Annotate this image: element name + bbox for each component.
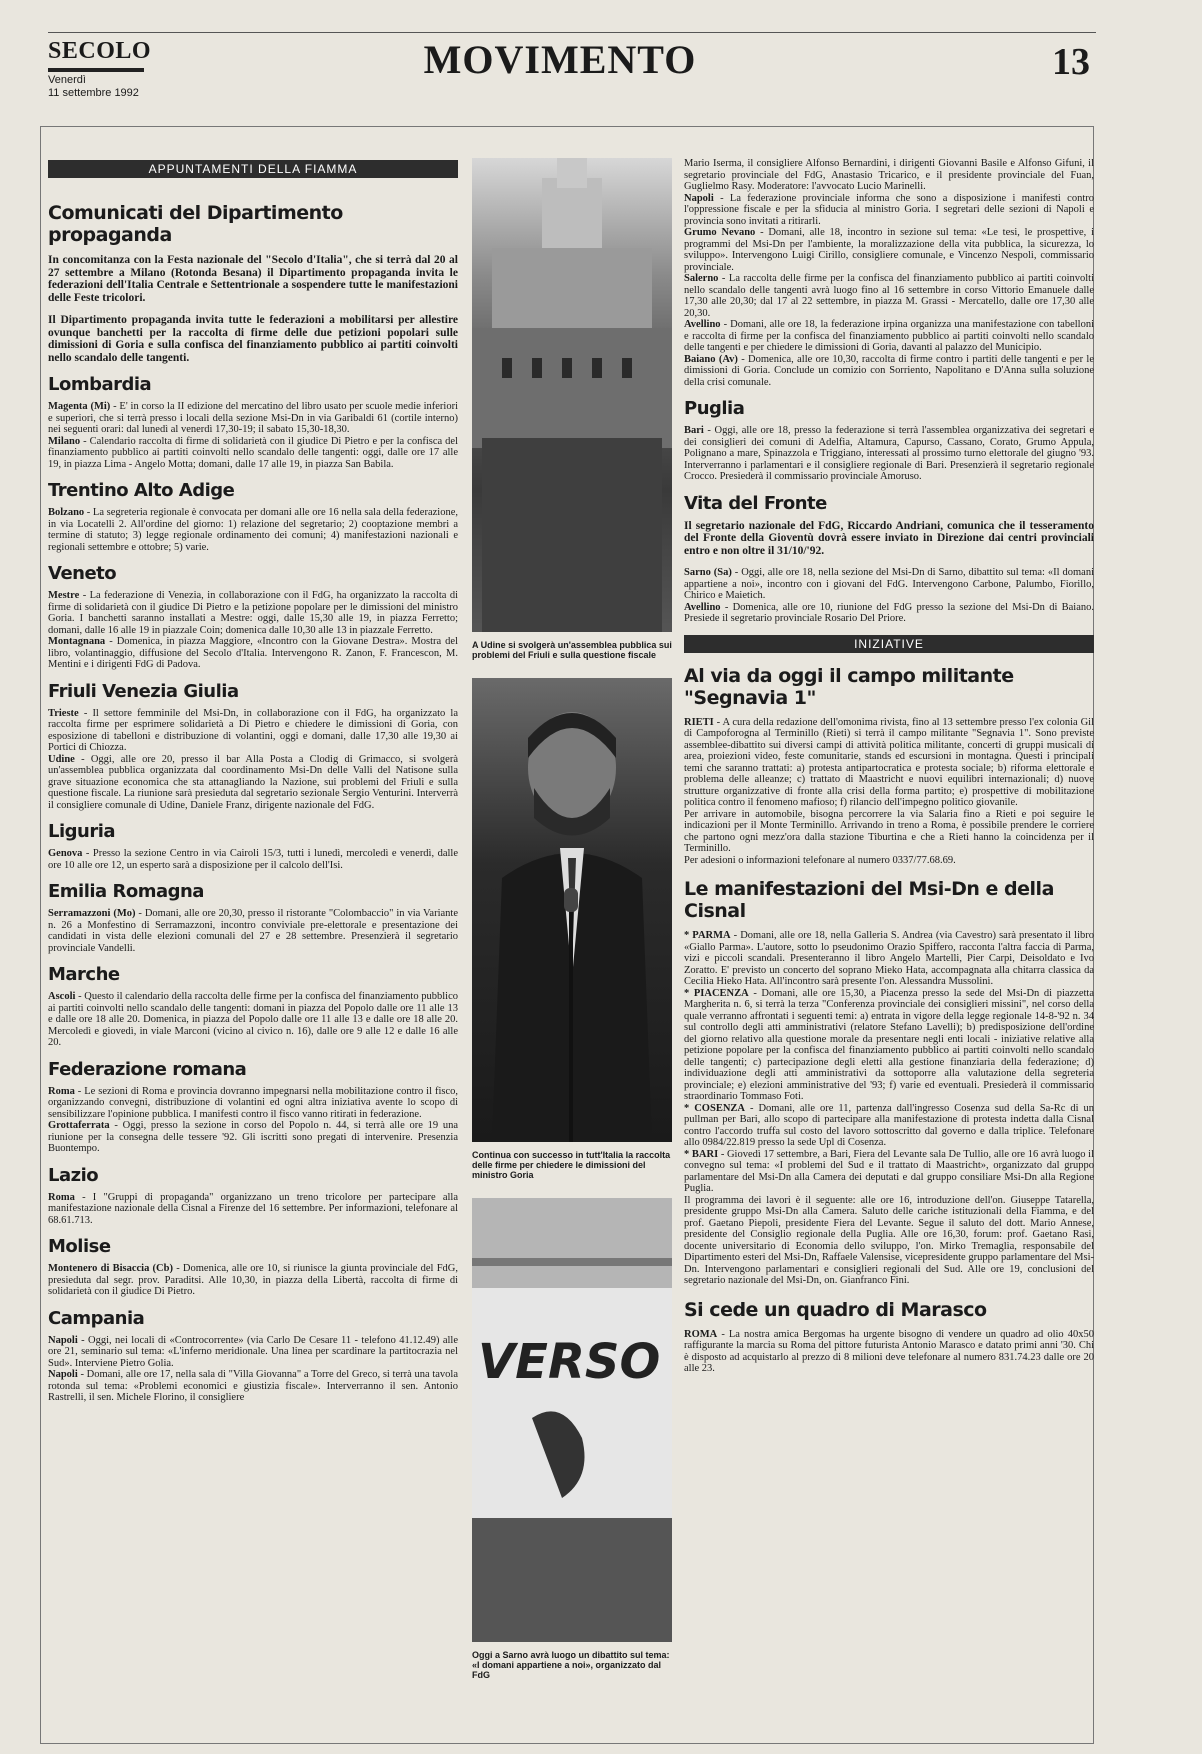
notice: Grumo Nevano - Domani, alle 18, incontro in sezione sul tema: «Le tesi, le prospettive, i programmi del Msi-Dn per l'ambiente, la moralizzazione della vita pubblica, la sicurezza, lo sviluppo». Intervengono Luigi Cirillo, consigliere comunale, e Vincenzo Nespoli, commissario provinciale. [684, 227, 1094, 273]
section-bar-iniziative: INIZIATIVE [684, 635, 1094, 653]
article-title: Le manifestazioni del Msi-Dn e della Cisnal [684, 878, 1054, 922]
notice: Ascoli - Questo il calendario della raccolta delle firme per la confisca del finanziamento pubblico ai partiti coinvolti nello scandalo delle tangenti: domani in piazza del Popolo dalle ore 11 alle 13 e dalle ore 18 alle 20. Domenica, in piazza del Popolo dalle ore 11 alle 13 e dalle ore 18 alle 20. Mercoledì e giovedì, in viale Marconi (vicino al civico n. 16), dalle ore 9 alle 12 e dalle 16 alle 20. [48, 991, 458, 1048]
region-heading: Campania [48, 1307, 145, 1329]
column-left [48, 158, 458, 1738]
region-heading: Marche [48, 964, 120, 985]
notice: Avellino - Domenica, alle ore 10, riunione del FdG presso la sezione del Msi-Dn di Baiano. Presiede il segretario provinciale Rosario Del Priore. [684, 601, 1094, 624]
header-rule [48, 32, 1096, 33]
notice: Roma - Le sezioni di Roma e provincia dovranno impegnarsi nella mobilitazione contro il fisco, organizzando convegni, distribuzione di volantini ed ogni altra iniziativa avente lo scopo di sensibilizzare l'opinione pubblica. I manifesti contro il fisco vanno ritirati in federazione. [48, 1085, 458, 1120]
issue-date [48, 74, 139, 100]
notice: Grottaferrata - Oggi, presso la sezione in corso del Popolo n. 44, si terrà alle ore 19 una riunione per la consegna delle tessere '92. Gli iscritti sono pregati di intervenire. Presenzia Buontempo. [48, 1120, 458, 1154]
notice: Magenta (Mi) - E' in corso la II edizione del mercatino del libro usato per scuole medie inferiori e superiori, che si terrà presso i locali della sezione Msi-Dn in via Garibaldi 61 (cortile interno) nei seguenti orari: dal lunedì al venerdì 17,30-19; il sabato 15,30-18,30. [48, 401, 458, 435]
notice: Udine - Oggi, alle ore 20, presso il bar Alla Posta a Clodig di Grimacco, si svolgerà un'assemblea pubblica organizzata dal coordinamento Msi-Dn delle Valli del Natisone sulla grave situazione economica che sta attanagliando la Nazione, sui problemi del Friuli e sulla questione fiscale. La riunione sarà presieduta dal segretario sezionale Sergio Venturini. Interverrà il consigliere comunale di Udine, Daniele Franz, dirigente nazionale del FdG. [48, 753, 458, 811]
region-heading: Molise [48, 1236, 111, 1257]
region-heading: Federazione romana [48, 1058, 247, 1080]
notice: Napoli - Oggi, nei locali di «Controcorrente» (via Carlo De Cesare 11 - telefono 41.12.49) alle ore 21, seminario sul tema: «L'inferno meridionale. Una linea per scardinare la partitocrazia nel Sud». Interviene Pietro Golia. [48, 1334, 458, 1369]
notice: * COSENZA - Domani, alle ore 11, partenza dall'ingresso Cosenza sud della Sa-Rc di un pullman per Bari, allo scopo di partecipare alla manifestazione di protesta indetta dalla Cisnal contro l'accordo truffa sul costo del lavoro sottoscritto dal governo e dalla triplice. Telefonare allo 0984/22.819 presso la sede Upl di Cosenza. [684, 1102, 1094, 1148]
photo-caption: Oggi a Sarno avrà luogo un dibattito sul tema: «I domani appartiene a noi», organizzato dal FdG [472, 1650, 670, 1680]
notice: Mestre - La federazione di Venezia, in collaborazione con il FdG, ha organizzato la raccolta di firme di solidarietà con il giudice Di Pietro e la petizione popolare per le dimissioni del ministro Goria. I banchetti saranno installati a Mestre: oggi, dalle 15,30 alle 19, in piazza Ferretto; domani, dalle 16 alle 19 in piazzale Coin; domenica dalle 10,30 alle 13 in piazzale Ferretto. [48, 590, 458, 636]
article-title: Comunicati del Dipartimento propaganda [48, 202, 343, 246]
notice: Il programma dei lavori è il seguente: alle ore 16, introduzione dell'on. Giuseppe Tatarella, presidente gruppo Msi-Dn alla Camera. Saluto delle cariche istituzionali della Fiamma, e del prof. Gaetano Piepoli, presidente Fiera del Levante. Segue il saluto del dott. Mario Annese, presidente del Consiglio regionale della Puglia. Alle ore 16,30, forum: prof. Gaetano Rasi, docente universitario di Economia dello sviluppo, l'on. Mirko Tremaglia, responsabile del Dipartimento esteri del Msi-Dn, Raffaele Valensise, vicepresidente gruppo parlamentare del Msi-Dn. Intervengono parlamentari e consiglieri regionali del Sud. Alle ore 19, conclusioni del segretario nazionale del Msi-Dn, on. Gianfranco Fini. [684, 1194, 1094, 1286]
notice: Montagnana - Domenica, in piazza Maggiore, «Incontro con la Giovane Destra». Mostra del libro, volantinaggio, diffusione del Secolo d'Italia. Intervengono R. Zanon, F. Francescon, M. Mentini e i dirigenti FdG di Padova. [48, 636, 458, 670]
notice: Bolzano - La segreteria regionale è convocata per domani alle ore 16 nella sala della federazione, in via Locatelli 2. All'ordine del giorno: 1) relazione del segretario; 2) cooptazione membri a termine di statuto; 3) legge regionale ordinamento dei comuni; 4) manifestazioni nazionali e regionali settembre e ottobre; 5) varie. [48, 507, 458, 553]
region-heading: Liguria [48, 821, 116, 842]
city-view-illustration [472, 158, 672, 632]
notice: * PARMA - Domani, alle ore 18, nella Galleria S. Andrea (via Cavestro) sarà presentato il libro «Giallo Parma». L'autore, sotto lo pseudonimo Orazio Spiffero, racconta l'altra faccia di Parma, vizi e piccoli scandali. Presenteranno il libro Angelo Martelli, Pier Carpi, Deisoldato e Ivo Zoratto. E' previsto un concerto del soprano Mieko Hata, accompagnata alla chitarra classica da Cecilia Hieko Hata. All'incontro sarà presente l'on. Alessandra Mussolini. [684, 930, 1094, 987]
article-paragraph: RIETI - A cura della redazione dell'omonima rivista, fino al 13 settembre presso l'ex colonia Gil di Campoforogna al Terminillo (Rieti) si terrà il campo militante "Segnavia 1". Sono previste assemblee-dibattito sui diversi campi di attività politica militante, concerti di gruppi musicali di area, proiezioni video, feste comunitarie, stands ed escursioni in montagna. Questi i principali temi che saranno trattati: a) protesta antipartocratica e protesta sociale; b) riforma elettorale e problema delle alleanze; c) trattato di Maastricht e nuovi equilibri internazionali; d) nuove strutture organizzative di fronte alla crisi della forma partito; e) prospettive di mobilitazione politica contro il fenomeno mafioso; f) rilancio dell'impegno politico giovanile. [684, 716, 1094, 808]
region-heading: Lazio [48, 1164, 99, 1186]
notice: Baiano (Av) - Domenica, alle ore 10,30, raccolta di firme contro i partiti delle tangenti e per le dimissioni di Goria. Conclude un comizio con Sorriento, Napolitano e D'Anna sulla soluzione della crisi comunale. [684, 353, 1094, 388]
article-paragraph: Per adesioni o informazioni telefonare al numero 0337/77.68.69. [684, 854, 956, 866]
masthead-logo: SECOLO [48, 38, 152, 64]
lead-paragraph: In concomitanza con la Festa nazionale del "Secolo d'Italia", che si terrà dal 20 al 27 settembre a Milano (Rotonda Besana) il Dipartimento propaganda invita le federazioni dell'Italia Centrale e Settentrionale a sospendere tutte le manifestazioni delle Feste tricolori. [48, 254, 458, 304]
notice: Bari - Oggi, alle ore 18, presso la federazione si terrà l'assemblea organizzativa dei segretari e dei consiglieri dei comuni di Adelfia, Altamura, Capurso, Cassano, Corato, Grumo Appula, Polignano a mare, Spinazzola e Triggiano, interessati al prossimo turno elettorale del giugno '93. Interverranno i parlamentari e il consigliere regionale di Bari. Presenzierà il segretario regionale Crocco. Presiederà il commissario provinciale Amoruso. [684, 425, 1094, 482]
column-right [684, 158, 1094, 1738]
notice: Milano - Calendario raccolta di firme di solidarietà con il giudice Di Pietro e per la confisca del finanziamento pubblico ai partiti coinvolti nello scandalo delle tangenti: oggi, dalle ore 17 alle 19, in piazza Lima - Angelo Motta; domani, dalle 17 alle 19, in piazza San Babila. [48, 435, 458, 470]
notice: Napoli - La federazione provinciale informa che sono a disposizione i manifesti contro l'oppressione fiscale e per la sfiducia al ministro Goria. I segretari delle sezioni di Napoli e provincia sono invitati a ritirarli. [684, 192, 1094, 227]
section-title: MOVIMENTO [423, 37, 697, 82]
article-paragraph: Per arrivare in automobile, bisogna percorrere la via Salaria fino a Rieti e poi seguire le indicazioni per il Monte Terminillo. Arrivando in treno a Roma, è possibile prendere le corriere che partono ogni mezz'ora dalla stazione Tiburtina e che a Rieti hanno la coincidenza per il Terminillo. [684, 808, 1094, 854]
notice: Salerno - La raccolta delle firme per la confisca del finanziamento pubblico ai partiti coinvolti nello scandalo delle tangenti avrà luogo fino al 16 settembre in corso Vittorio Emanuele dalle 17,30 alle 20,30; dal 17 al 22 settembre, in piazza M. Grassi - Mercatello, dalle ore 17,30 alle 20,30. [684, 273, 1094, 319]
photo-city-view [472, 158, 672, 632]
photo-caption: Continua con successo in tutt'Italia la raccolta delle firme per chiedere le dimissioni del ministro Goria [472, 1150, 671, 1180]
page-number: 13 [1052, 41, 1090, 83]
notice: * BARI - Giovedì 17 settembre, a Bari, Fiera del Levante sala De Tullio, alle ore 16 avrà luogo il convegno sul tema: «I problemi del Sud e il trattato di Maastricht», organizzato dal gruppo parlamentare del Msi-Dn alla Camera dei deputati e dal gruppo consiliare Msi-Dn alla Regione Puglia. [684, 1148, 1094, 1194]
banner-text: VERSO [478, 1334, 661, 1390]
column-photos [472, 158, 674, 1738]
notice: Montenero di Bisaccia (Cb) - Domenica, alle ore 10, si riunisce la giunta provinciale del FdG, presieduta dal segr. prov. Paraditsi. Alle 10,30, in piazza della Libertà, raccolta di firme di solidarietà con il giudice Di Pietro. [48, 1263, 458, 1297]
article-title: Al via da oggi il campo militante "Segnavia 1" [684, 664, 1014, 709]
lead-paragraph: Il segretario nazionale del FdG, Riccardo Andriani, comunica che il tesseramento del Fronte della Gioventù dovrà essere inviato in Direzione dai centri provinciali entro e non oltre il 31/10/'92. [684, 519, 1094, 557]
notice: * PIACENZA - Domani, alle ore 15,30, a Piacenza presso la sede del Msi-Dn di piazzetta Margherita n. 6, si terrà la terza "Conferenza provinciale dei consiglieri missini", nel corso della quale verranno affrontati i seguenti temi: a) entrata in vigore della legge regionale 14-8-'92 n. 34 sul controllo degli atti amministrativi (relatore Stefano Lavelli); b) predisposizione dell'ordine del giorno relativo alla questione morale da presentare negli enti locali - iniziative relative alla petizione popolare per la confisca del finanziamento pubblico ai partiti coinvolti nello scandalo delle tangenti; c) partecipazione degli eletti alla gestione finanziaria della federazione; d) individuazione degli atti amministrativi da sottoporre alla valutazione della segreteria provinciale; e) elezioni amministrative del '93; f) varie ed eventuali. Presiederà il commissario straordinario Tommaso Foti. [684, 987, 1094, 1102]
issue-full-date: 11 settembre 1992 [48, 87, 139, 99]
logo-underline [48, 68, 144, 72]
region-heading: Emilia Romagna [48, 881, 204, 902]
region-heading: Veneto [48, 563, 117, 584]
section-heading: Vita del Fronte [684, 492, 827, 514]
region-heading: Puglia [684, 398, 745, 419]
photo-rally-banner [472, 1198, 672, 1642]
region-heading: Friuli Venezia Giulia [48, 680, 239, 702]
notice: Genova - Presso la sezione Centro in via Cairoli 15/3, tutti i lunedì, mercoledì e venerdì, dalle ore 10 alle ore 12, un esperto sarà a disposizione per il calcolo dell'Isi. [48, 848, 458, 871]
photo-caption: A Udine si svolgerà un'assemblea pubblica sui problemi del Friuli e sulla questione fiscale [472, 640, 672, 660]
notice: ROMA - La nostra amica Bergomas ha urgente bisogno di vendere un quadro ad olio 40x50 raffigurante la marcia su Roma del pittore futurista Antonio Marasco e datato primi anni '30. Chi è disposto ad acquistarlo al prezzo di 8 milioni deve telefonare al numero 831.74.23 dalle ore 20 alle 23. [684, 1328, 1094, 1374]
article-title: Si cede un quadro di Marasco [684, 1298, 987, 1321]
notice: Sarno (Sa) - Oggi, alle ore 18, nella sezione del Msi-Dn di Sarno, dibattito sul tema: «Il domani appartiene a noi», incontro con i giovani del FdG. Intervengono Carbone, Palumbo, Fiorillo, Chirico e Maietich. [684, 567, 1094, 601]
section-bar-appuntamenti: APPUNTAMENTI DELLA FIAMMA [48, 160, 458, 178]
notice: Roma - I "Gruppi di propaganda" organizzano un treno tricolore per partecipare alla manifestazione nazionale della Cisnal a Firenze del 16 settembre. Per informazioni, telefonare al 68.61.713. [48, 1191, 458, 1226]
issue-day: Venerdì [48, 74, 86, 86]
region-heading: Trentino Alto Adige [48, 480, 235, 501]
notice: Napoli - Domani, alle ore 17, nella sala di "Villa Giovanna" a Torre del Greco, si terrà una tavola rotonda sul tema: «Problemi economici e giustizia fiscale». Interverranno il sen. Antonio Rastrelli, il sen. Michele Florino, il consigliere [48, 1369, 458, 1403]
notice: Serramazzoni (Mo) - Domani, alle ore 20,30, presso il ristorante "Colombaccio" in via Variante n. 26 a Monfestino di Serramazzoni, incontro conviviale pre-elettorale e presentazione dei candidati in vista delle elezioni comunali del 27 e 28 settembre. Presenzierà il segretario provinciale Vandelli. [48, 908, 458, 954]
photo-speaker [472, 678, 672, 1142]
notice-continued: Mario Iserma, il consigliere Alfonso Bernardini, i dirigenti Giovanni Basile e Alfonso Gifuni, il segretario provinciale del FdG, Anastasio Tricarico, e il presidente provinciale del Fuan, Guglielmo Rasy. Moderatore: l'avvocato Lucio Marinelli. [684, 158, 1094, 192]
rally-banner-illustration [472, 1198, 672, 1642]
region-heading: Lombardia [48, 374, 152, 395]
speaker-illustration [472, 678, 672, 1142]
notice: Trieste - Il settore femminile del Msi-Dn, in collaborazione con il FdG, ha organizzato la raccolta firme per esprimere solidarietà a Di Pietro e chiedere le dimissioni di Goria, con esposizione di tabelloni e distribuzione di volantini, oggi e domani, dalle 17,30 alle 19,30 ai Portici di Chiozza. [48, 707, 458, 753]
notice: Avellino - Domani, alle ore 18, la federazione irpina organizza una manifestazione con tabelloni e raccolta di firme per la confisca del finanziamento pubblico ai partiti coinvolti nello scandalo delle tangenti e per chiedere le dimissioni di Goria, davanti al palazzo del Municipio. [684, 319, 1094, 353]
lead-paragraph: Il Dipartimento propaganda invita tutte le federazioni a mobilitarsi per allestire ovunque banchetti per la raccolta di firme delle due petizioni popolari sulle dimissioni di Goria e sulla confisca del finanziamento pubblico ai partiti coinvolti nello scandalo delle tangenti. [48, 314, 458, 364]
